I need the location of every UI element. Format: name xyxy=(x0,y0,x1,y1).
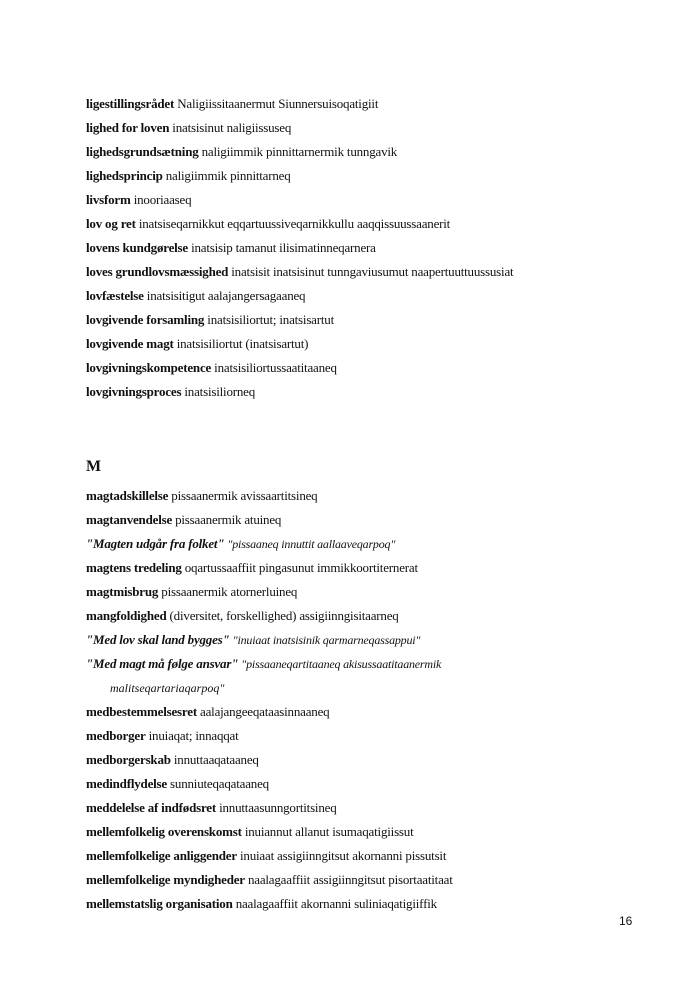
entry-term: lovfæstelse xyxy=(86,288,144,303)
entry-definition: Naligiissitaanermut Siunnersuisoqatigiit xyxy=(177,96,379,111)
quote-definition-continuation: malitseqartariaqarpoq" xyxy=(110,681,225,695)
entry-term: medborgerskab xyxy=(86,752,171,767)
entry-row xyxy=(86,896,646,912)
entry-term: mellemfolkelige anliggender xyxy=(86,848,237,863)
entry-definition: inatsisinut naligiissuseq xyxy=(172,120,292,135)
entry-term: loves grundlovsmæssighed xyxy=(86,264,229,279)
entry-definition: inooriaaseq xyxy=(133,192,192,207)
entry-term: lovgivningsproces xyxy=(86,384,182,399)
entry-row xyxy=(86,776,646,792)
entry-definition: naalagaaffiit assigiinngitsut pisortaatitaat xyxy=(247,872,453,887)
entry-row xyxy=(86,192,646,208)
entry-row xyxy=(86,240,646,256)
entry-definition: innuttaasunngortitsineq xyxy=(219,800,337,815)
entry-term: medbestemmelsesret xyxy=(86,704,197,719)
entry-definition: inuiaat assigiinngitsut akornanni pissutsit xyxy=(240,848,447,863)
entry-term: mellemfolkelig overenskomst xyxy=(86,824,242,839)
entry-row xyxy=(86,560,646,576)
entry-term: medborger xyxy=(86,728,146,743)
entry-definition: naligiimmik pinnittarneq xyxy=(165,168,291,183)
entry-row xyxy=(86,848,646,864)
entry-term: lovgivende magt xyxy=(86,336,174,351)
entry-row xyxy=(86,384,646,400)
quote-entry-row xyxy=(86,656,646,672)
entry-term: medindflydelse xyxy=(86,776,167,791)
entry-term: magtanvendelse xyxy=(86,512,173,527)
entry-term: lov og ret xyxy=(86,216,136,231)
entry-row xyxy=(86,96,646,112)
entry-term: lovgivningskompetence xyxy=(86,360,212,375)
entry-row xyxy=(86,608,646,624)
entry-definition: inatsisiliortut (inatsisartut) xyxy=(176,336,309,351)
entry-term: livsform xyxy=(86,192,131,207)
entry-definition: innuttaaqataaneq xyxy=(173,752,259,767)
entry-definition: inuiaqat; innaqqat xyxy=(148,728,239,743)
entry-definition: oqartussaaffiit pingasunut immikkoortiternerat xyxy=(184,560,418,575)
entry-term: lighedsgrundsætning xyxy=(86,144,199,159)
entry-row xyxy=(86,824,646,840)
entry-row xyxy=(86,800,646,816)
entry-term: lovgivende forsamling xyxy=(86,312,205,327)
entry-definition: naligiimmik pinnittarnermik tunngavik xyxy=(201,144,398,159)
quote-definition: "pissaaneqartitaaneq akisussaatitaanermik xyxy=(241,657,442,671)
entry-term: lighedsprincip xyxy=(86,168,163,183)
entry-definition: inatsisip tamanut ilisimatinneqarnera xyxy=(191,240,376,255)
entry-definition: pissaanermik avissaartitsineq xyxy=(171,488,318,503)
entry-term: ligestillingsrådet xyxy=(86,96,175,111)
quote-term: "Med lov skal land bygges" xyxy=(86,632,230,647)
entry-row xyxy=(86,144,646,160)
quote-definition: "pissaaneq innuttit aallaaveqarpoq" xyxy=(227,537,396,551)
entry-row xyxy=(86,336,646,352)
entry-row xyxy=(86,584,646,600)
entry-term: mangfoldighed xyxy=(86,608,167,623)
entry-row xyxy=(86,512,646,528)
quote-entry-row xyxy=(86,536,646,552)
quote-definition: "inuiaat inatsisinik qarmarneqassappui" xyxy=(232,633,421,647)
quote-entry-row xyxy=(86,632,646,648)
entry-definition: inatsisiliortut; inatsisartut xyxy=(207,312,335,327)
entry-definition: naalagaaffiit akornanni suliniaqatigiiffik xyxy=(235,896,437,911)
section-heading: M xyxy=(86,458,102,475)
entry-row xyxy=(86,120,646,136)
entry-definition: pissaanermik atuineq xyxy=(175,512,282,527)
entry-row xyxy=(86,216,646,232)
entry-definition: inatsisiliorneq xyxy=(184,384,256,399)
quote-term: "Magten udgår fra folket" xyxy=(86,536,225,551)
entry-term: mellemfolkelige myndigheder xyxy=(86,872,245,887)
entry-definition: inatsisit inatsisinut tunngaviusumut naapertuuttuussusiat xyxy=(231,264,514,279)
entry-row xyxy=(86,704,646,720)
entry-definition: inuiannut allanut isumaqatigiissut xyxy=(244,824,414,839)
entry-row xyxy=(86,360,646,376)
entry-term: magtadskillelse xyxy=(86,488,169,503)
entry-definition: inatsiseqarnikkut eqqartuussiveqarnikkullu aaqqissuussaanerit xyxy=(138,216,451,231)
entry-row xyxy=(86,264,646,280)
entry-row xyxy=(86,728,646,744)
entry-term: magtmisbrug xyxy=(86,584,159,599)
entry-row xyxy=(86,312,646,328)
entry-row xyxy=(86,872,646,888)
entry-definition: inatsisitigut aalajangersagaaneq xyxy=(146,288,306,303)
entry-definition: aalajangeeqataasinnaaneq xyxy=(200,704,330,719)
entry-term: meddelelse af indfødsret xyxy=(86,800,217,815)
entry-definition: inatsisiliortussaatitaaneq xyxy=(214,360,337,375)
entry-row xyxy=(86,288,646,304)
entry-definition: sunniuteqaqataaneq xyxy=(170,776,269,791)
page-number: 16 xyxy=(619,914,633,928)
entry-row xyxy=(86,168,646,184)
entry-term: magtens tredeling xyxy=(86,560,182,575)
entry-definition: pissaanermik atornerluineq xyxy=(161,584,298,599)
entry-definition: (diversitet, forskellighed) assigiinngisitaarneq xyxy=(169,608,399,623)
entry-term: mellemstatslig organisation xyxy=(86,896,233,911)
quote-term: "Med magt må følge ansvar" xyxy=(86,656,239,671)
entry-row xyxy=(86,752,646,768)
entry-row xyxy=(86,488,646,504)
entry-term: lovens kundgørelse xyxy=(86,240,188,255)
entry-term: lighed for loven xyxy=(86,120,170,135)
